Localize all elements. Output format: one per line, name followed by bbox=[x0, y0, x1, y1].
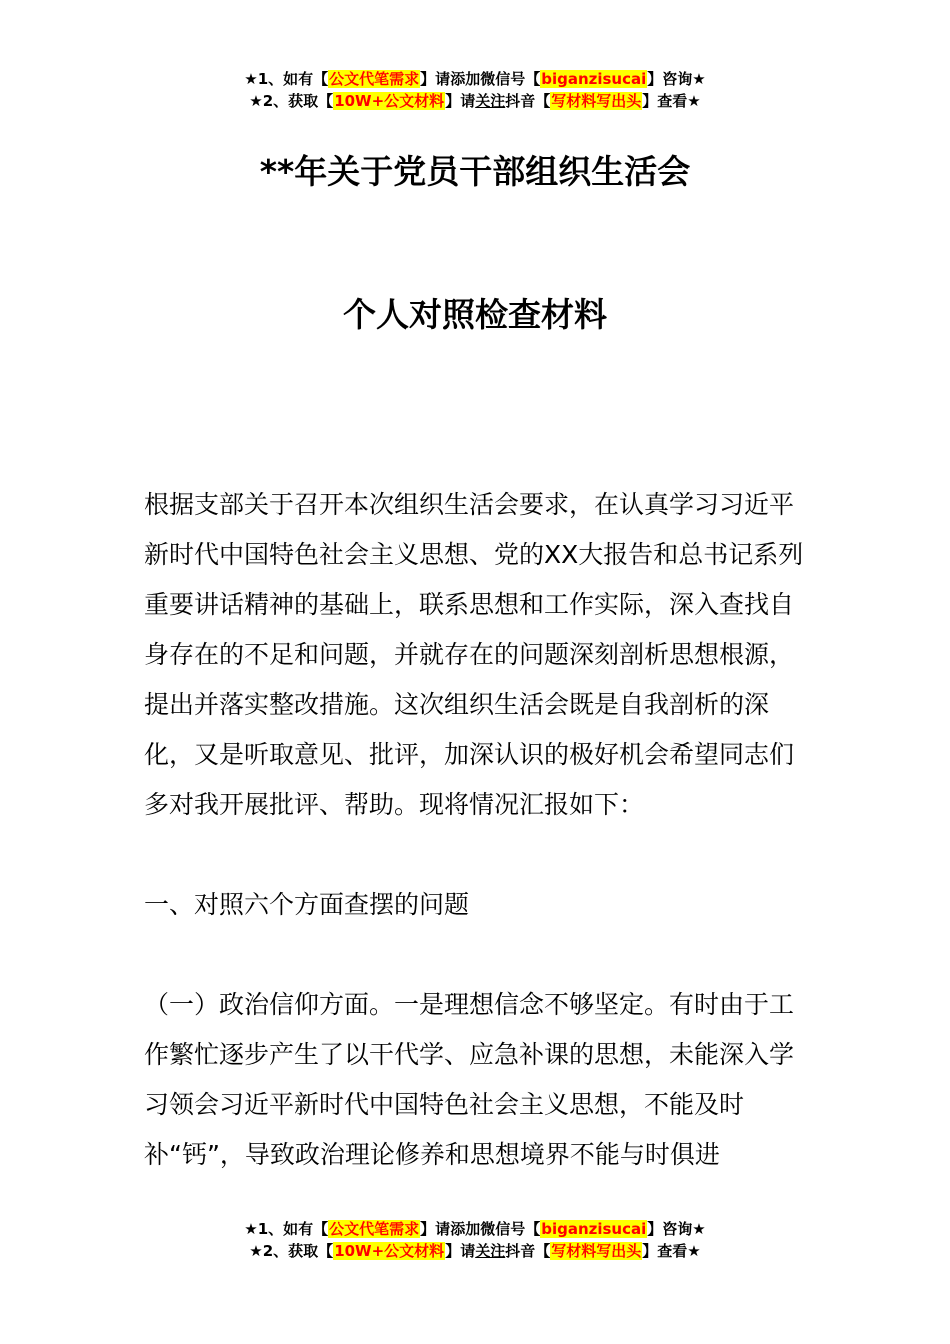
banner-highlight: 公文代笔需求 bbox=[329, 70, 420, 88]
banner-text: 】请 bbox=[445, 1242, 476, 1260]
banner-emphasis: 添加 bbox=[450, 1220, 481, 1238]
document-body bbox=[144, 480, 808, 1180]
banner-text: 】咨询★ bbox=[647, 70, 706, 88]
banner-douyin-id: 写材料写出头 bbox=[551, 92, 642, 110]
document-title-line-2: 个人对照检查材料 bbox=[343, 295, 607, 334]
banner-text: 】咨询★ bbox=[647, 1220, 706, 1238]
banner-text: 】查看★ bbox=[642, 1242, 701, 1260]
banner-text: ★1、如有【 bbox=[244, 70, 329, 88]
banner-line-1 bbox=[0, 1218, 950, 1240]
banner-text: ★2、获取【 bbox=[249, 1242, 334, 1260]
banner-emphasis: 添加 bbox=[450, 70, 481, 88]
banner-emphasis: 关注 bbox=[475, 92, 506, 110]
banner-text: 微信号【 bbox=[480, 70, 541, 88]
banner-text: 】请 bbox=[445, 92, 476, 110]
banner-highlight: 10W+公文材料 bbox=[334, 1242, 445, 1260]
document-title-line-1: **年关于党员干部组织生活会 bbox=[259, 152, 691, 191]
banner-text: 抖音【 bbox=[505, 92, 551, 110]
banner-highlight: 公文代笔需求 bbox=[329, 1220, 420, 1238]
banner-wechat-id: biganzisucai bbox=[541, 70, 647, 88]
banner-line-2 bbox=[0, 1240, 950, 1262]
top-banner bbox=[0, 68, 950, 112]
banner-emphasis: 关注 bbox=[475, 1242, 506, 1260]
banner-wechat-id: biganzisucai bbox=[541, 1220, 647, 1238]
banner-line-1 bbox=[0, 68, 950, 90]
banner-text: ★2、获取【 bbox=[249, 92, 334, 110]
banner-text: 抖音【 bbox=[505, 1242, 551, 1260]
banner-douyin-id: 写材料写出头 bbox=[551, 1242, 642, 1260]
section-heading: 一、对照六个方面查摆的问题 bbox=[144, 890, 470, 919]
banner-line-2 bbox=[0, 90, 950, 112]
banner-text: 】查看★ bbox=[642, 92, 701, 110]
banner-text: 微信号【 bbox=[480, 1220, 541, 1238]
banner-text: 】请 bbox=[420, 70, 451, 88]
intro-paragraph: 根据支部关于召开本次组织生活会要求，在认真学习习近平新时代中国特色社会主义思想、党的XX大报告和总书记系列重要讲话精神的基础上，联系思想和工作实际，深入查找自身存在的不足和问题，并就存在的问题深刻剖析思想根源，提出并落实整改措施。这次组织生活会既是自我剖析的深化，又是听取意见、批评，加深认识的极好机会希望同志们多对我开展批评、帮助。现将情况汇报如下： bbox=[144, 490, 804, 819]
banner-text: 】请 bbox=[420, 1220, 451, 1238]
section-paragraph: （一）政治信仰方面。一是理想信念不够坚定。有时由于工作繁忙逐步产生了以干代学、应急补课的思想，未能深入学习领会习近平新时代中国特色社会主义思想，不能及时补“钙”，导致政治理论修养和思想境界不能与时俱进 bbox=[144, 990, 795, 1169]
bottom-banner bbox=[0, 1218, 950, 1262]
banner-text: ★1、如有【 bbox=[244, 1220, 329, 1238]
banner-highlight: 10W+公文材料 bbox=[334, 92, 445, 110]
